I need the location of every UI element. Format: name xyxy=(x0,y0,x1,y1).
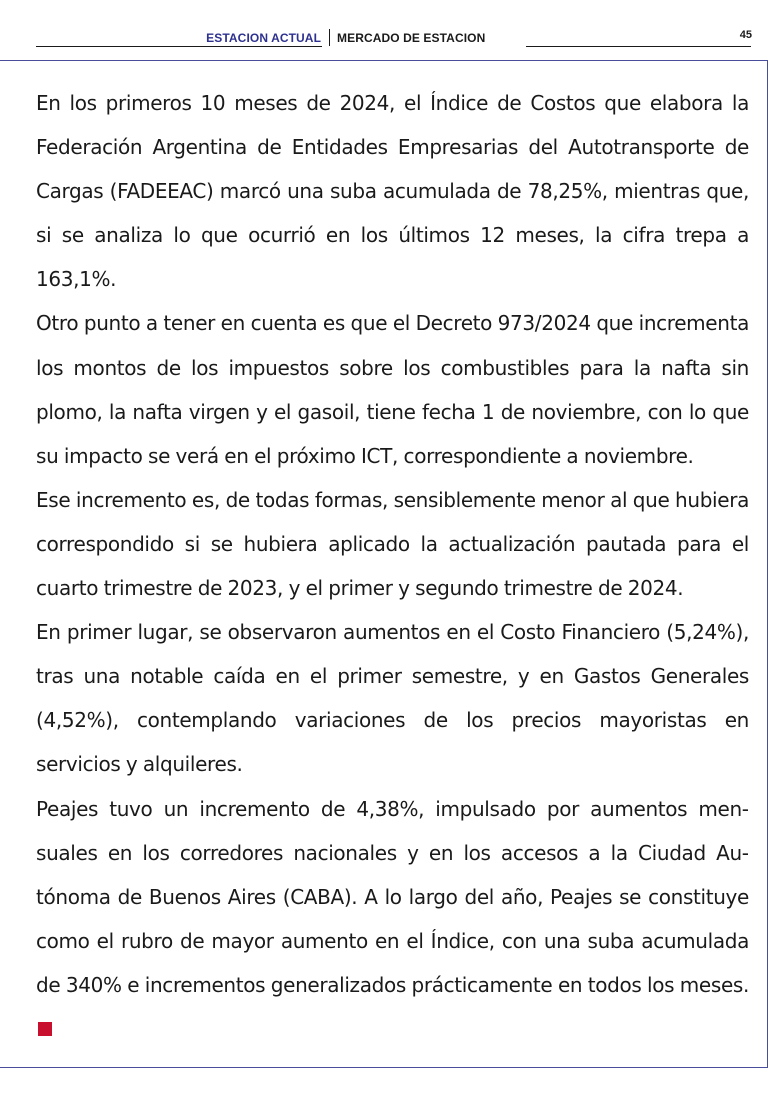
header-rule-left xyxy=(36,46,322,47)
paragraph: Otro punto a tener en cuenta es que el Decreto 973/2024 que incrementa los montos de los impuestos sobre los combustibles para la nafta sin plomo, la nafta virgen y el gasoil, tiene fecha 1 de noviembre, con lo que su impacto se verá en el próximo ICT, correspondiente a noviembre. xyxy=(36,311,749,468)
frame-top-rule xyxy=(0,60,768,61)
page-header xyxy=(0,0,779,60)
end-of-article-mark-icon xyxy=(38,1022,52,1036)
frame-bottom-rule xyxy=(0,1067,768,1068)
section-label: ESTACION ACTUAL xyxy=(206,31,321,45)
paragraph-last-text: Peajes tuvo un incremento de 4,38%, impulsado por aumentos mensuales en los corredores nacionales y en los accesos a la Ciudad Autónoma de Buenos Aires (CABA). A lo largo del año, Peajes se constituye como el rubro de mayor aumento en el Índice, con una suba acumulada de 340% e incrementos generalizados prácticamente en todos los meses. xyxy=(36,796,749,997)
paragraph: Ese incremento es, de todas formas, sensiblemente menor al que hubiera correspondido si se hubiera aplicado la actualización pautada para el cuarto trimestre de 2023, y el primer y segundo trimestre de 2024. xyxy=(36,487,749,601)
page-number: 45 xyxy=(739,29,752,41)
frame-right-rule xyxy=(767,60,768,1067)
paragraph: En primer lugar, se observaron aumentos en el Costo Financiero (5,24%), tras una notable caída en el primer semestre, y en Gastos Generales (4,52%), contemplando variaciones de los precios mayoristas en servicios y alquileres. xyxy=(36,620,749,777)
paragraph: En los primeros 10 meses de 2024, el Índice de Costos que elabora la Federación Argentina de Entidades Empresarias del Autotransporte de Cargas (FADEEAC) marcó una suba acumulada de 78,25%, mientras que, si se analiza lo que ocurrió en los últimos 12 meses, la cifra trepa a 163,1%. xyxy=(36,91,749,292)
header-rule-right xyxy=(526,46,751,47)
section-sub-label: MERCADO DE ESTACION xyxy=(337,31,486,45)
paragraph-last xyxy=(36,787,749,1052)
header-divider xyxy=(329,29,330,46)
article-body xyxy=(36,81,749,1051)
